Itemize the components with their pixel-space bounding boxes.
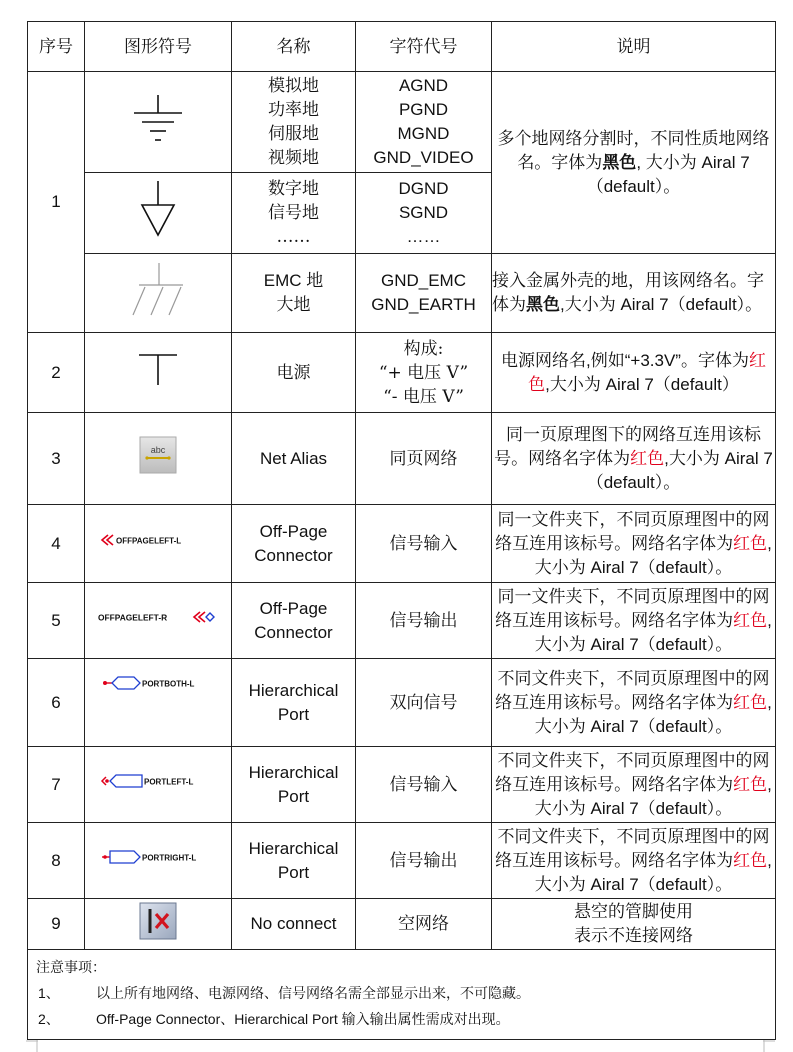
desc-text-tail: ,大小为 Airal 7（default）	[545, 374, 739, 394]
offpage-right-label: OFFPAGELEFT-R	[98, 612, 168, 623]
notes-title: 注意事项：	[36, 959, 106, 975]
notes-row	[28, 950, 776, 1040]
row-5-name: Off-Page Connector	[232, 583, 356, 659]
desc-text: 同一页原理图下的网络互连用该标号。网络名字体为	[494, 424, 761, 468]
code-composition: 构成:	[403, 338, 444, 359]
row-1-number: 1	[28, 72, 85, 333]
notes-cell	[28, 950, 776, 1040]
row-5-symbol	[85, 583, 232, 659]
desc-text-tail: ,大小为 Airal 7（default）。	[586, 448, 773, 492]
row-1a	[28, 72, 776, 173]
row-8-code: 信号输出	[356, 823, 492, 899]
row-9-symbol	[85, 899, 232, 950]
note-item-2	[36, 1006, 767, 1032]
desc-text-tail: ,大小为 Airal 7（default）。	[560, 295, 763, 314]
chassis-ground-icon	[125, 259, 191, 321]
row-1c-names	[232, 254, 356, 333]
row-4-code: 信号输入	[356, 505, 492, 583]
offpage-left-label: OFFPAGELEFT-L	[116, 536, 182, 546]
port-right-icon	[98, 847, 218, 867]
code-plus-voltage: “+ 电压 V”	[378, 362, 469, 383]
desc-text: 不同文件夹下，不同页原理图中的网络互连用该标号。网络名字体为	[495, 750, 770, 794]
code-dgnd: DGND	[398, 179, 449, 198]
row-1a-names	[232, 72, 356, 173]
note-number: 1、	[38, 985, 60, 1001]
row-1b-codes	[356, 173, 492, 254]
header-row	[28, 22, 776, 72]
row-6	[28, 659, 776, 747]
code-ellipsis: ……	[406, 227, 441, 246]
row-3-name: Net Alias	[232, 413, 356, 505]
name-video-ground: 视频地	[268, 148, 319, 168]
desc-text: 电源网络名,例如“+3.3V”。字体为	[501, 350, 749, 370]
row-4	[28, 505, 776, 583]
note-item-1	[36, 980, 767, 1006]
row-2-description	[492, 333, 776, 413]
row-2-name: 电源	[232, 333, 356, 413]
row-2	[28, 333, 776, 413]
name-ellipsis: ……	[276, 227, 311, 247]
name-digital-ground: 数字地	[268, 179, 319, 199]
row-8-name: Hierarchical Port	[232, 823, 356, 899]
row-6-description	[492, 659, 776, 747]
desc-text: 多个地网络分割时，不同性质地网络名。字体为	[497, 128, 770, 172]
name-power-ground: 功率地	[268, 100, 319, 120]
row-3-symbol	[85, 413, 232, 505]
row-6-symbol	[85, 659, 232, 747]
row-1c-description	[492, 254, 776, 333]
row-5-description	[492, 583, 776, 659]
desc-text-tail: ,大小为 Airal 7（default）。	[534, 850, 772, 894]
power-tee-icon	[133, 349, 183, 389]
code-agnd: AGND	[398, 76, 449, 95]
row-2-number: 2	[28, 333, 85, 413]
row-7	[28, 747, 776, 823]
port-right-label: PORTRIGHT-L	[142, 853, 197, 863]
row-1b-names	[232, 173, 356, 254]
desc-red: 红色	[630, 448, 665, 468]
row-9-description	[492, 899, 776, 950]
desc-text-tail: ,大小为 Airal 7（default）。	[534, 692, 772, 736]
code-mgnd: MGND	[397, 124, 450, 143]
row-5	[28, 583, 776, 659]
row-7-symbol	[85, 747, 232, 823]
note-number: 2、	[38, 1011, 60, 1027]
desc-text-tail: ,大小为 Airal 7（default）。	[534, 774, 772, 818]
row-1c-codes	[356, 254, 492, 333]
row-9-number: 9	[28, 899, 85, 950]
name-earth: 大地	[276, 295, 311, 314]
row-1a-symbol	[85, 72, 232, 173]
corner-mark-bottom-right	[763, 1040, 775, 1052]
row-1c-symbol	[85, 254, 232, 333]
desc-bold: 黑色	[526, 295, 560, 314]
code-gnd-earth: GND_EARTH	[371, 295, 476, 314]
row-3-code: 同页网络	[356, 413, 492, 505]
port-left-label: PORTLEFT-L	[144, 777, 194, 787]
desc-red: 红色	[733, 533, 768, 553]
row-1a-codes	[356, 72, 492, 173]
name-servo-ground: 伺服地	[268, 124, 319, 144]
offpage-right-icon	[96, 607, 220, 627]
code-gnd-emc: GND_EMC	[380, 271, 466, 290]
desc-line-2: 表示不连接网络	[574, 926, 693, 945]
row-1c	[28, 254, 776, 333]
offpage-left-icon	[98, 530, 218, 550]
port-both-label: PORTBOTH-L	[142, 679, 195, 689]
row-1ab-description	[492, 72, 776, 254]
header-symbol: 图形符号	[85, 22, 232, 72]
net-alias-icon	[138, 435, 178, 475]
note-text: Off-Page Connector、Hierarchical Port 输入输出属性需成对出现。	[96, 1011, 510, 1027]
row-4-name: Off-Page Connector	[232, 505, 356, 583]
row-8	[28, 823, 776, 899]
row-6-number: 6	[28, 659, 85, 747]
desc-text: 不同文件夹下，不同页原理图中的网络互连用该标号。网络名字体为	[495, 826, 770, 870]
desc-text-tail: ,大小为 Airal 7（default）。	[534, 533, 772, 577]
row-4-symbol	[85, 505, 232, 583]
code-minus-voltage: “- 电压 V”	[383, 386, 464, 407]
header-no: 序号	[28, 22, 85, 72]
header-name: 名称	[232, 22, 356, 72]
desc-text-tail: , 大小为 Airal 7（default）。	[586, 152, 750, 196]
row-5-number: 5	[28, 583, 85, 659]
note-text: 以上所有地网络、电源网络、信号网络名需全部显示出来，不可隐藏。	[96, 985, 530, 1001]
desc-red: 红色	[733, 774, 768, 794]
desc-red: 红色	[733, 610, 768, 630]
row-3	[28, 413, 776, 505]
desc-text-tail: ,大小为 Airal 7（default）。	[534, 610, 772, 654]
name-signal-ground: 信号地	[268, 203, 319, 223]
row-2-symbol	[85, 333, 232, 413]
row-3-description	[492, 413, 776, 505]
row-7-description	[492, 747, 776, 823]
port-both-icon	[98, 673, 218, 693]
row-9	[28, 899, 776, 950]
desc-text: 接入金属外壳的地，用该网络名。字体为	[492, 271, 764, 314]
name-emc-ground: EMC 地	[263, 271, 324, 290]
row-7-code: 信号输入	[356, 747, 492, 823]
row-9-name: No connect	[232, 899, 356, 950]
corner-mark-bottom-left	[26, 1040, 38, 1052]
desc-red: 红色	[528, 350, 766, 394]
row-8-symbol	[85, 823, 232, 899]
row-9-code: 空网络	[356, 899, 492, 950]
row-7-name: Hierarchical Port	[232, 747, 356, 823]
name-analog-ground: 模拟地	[268, 76, 319, 96]
net-alias-label: abc	[150, 445, 166, 455]
header-desc: 说明	[492, 22, 776, 72]
row-7-number: 7	[28, 747, 85, 823]
desc-bold: 黑色	[602, 152, 637, 172]
code-gnd-video: GND_VIDEO	[373, 148, 474, 167]
desc-text: 不同文件夹下，不同页原理图中的网络互连用该标号。网络名字体为	[495, 668, 770, 712]
desc-text: 同一文件夹下，不同页原理图中的网络互连用该标号。网络名字体为	[495, 586, 770, 630]
desc-red: 红色	[733, 850, 768, 870]
desc-text: 同一文件夹下，不同页原理图中的网络互连用该标号。网络名字体为	[495, 509, 770, 553]
row-4-number: 4	[28, 505, 85, 583]
ground-power-symbol-table	[27, 21, 776, 1040]
code-sgnd: SGND	[398, 203, 449, 222]
analog-ground-icon	[128, 89, 188, 149]
row-8-number: 8	[28, 823, 85, 899]
row-4-description	[492, 505, 776, 583]
row-6-name: Hierarchical Port	[232, 659, 356, 747]
row-5-code: 信号输出	[356, 583, 492, 659]
row-8-description	[492, 823, 776, 899]
desc-red: 红色	[733, 692, 768, 712]
digital-ground-icon	[133, 179, 183, 241]
row-3-number: 3	[28, 413, 85, 505]
code-pgnd: PGND	[398, 100, 449, 119]
port-left-icon	[98, 771, 218, 791]
row-1b-symbol	[85, 173, 232, 254]
row-6-code: 双向信号	[356, 659, 492, 747]
desc-line-1: 悬空的管脚使用	[574, 902, 693, 921]
row-2-codes	[356, 333, 492, 413]
no-connect-icon	[138, 901, 178, 941]
header-code: 字符代号	[356, 22, 492, 72]
